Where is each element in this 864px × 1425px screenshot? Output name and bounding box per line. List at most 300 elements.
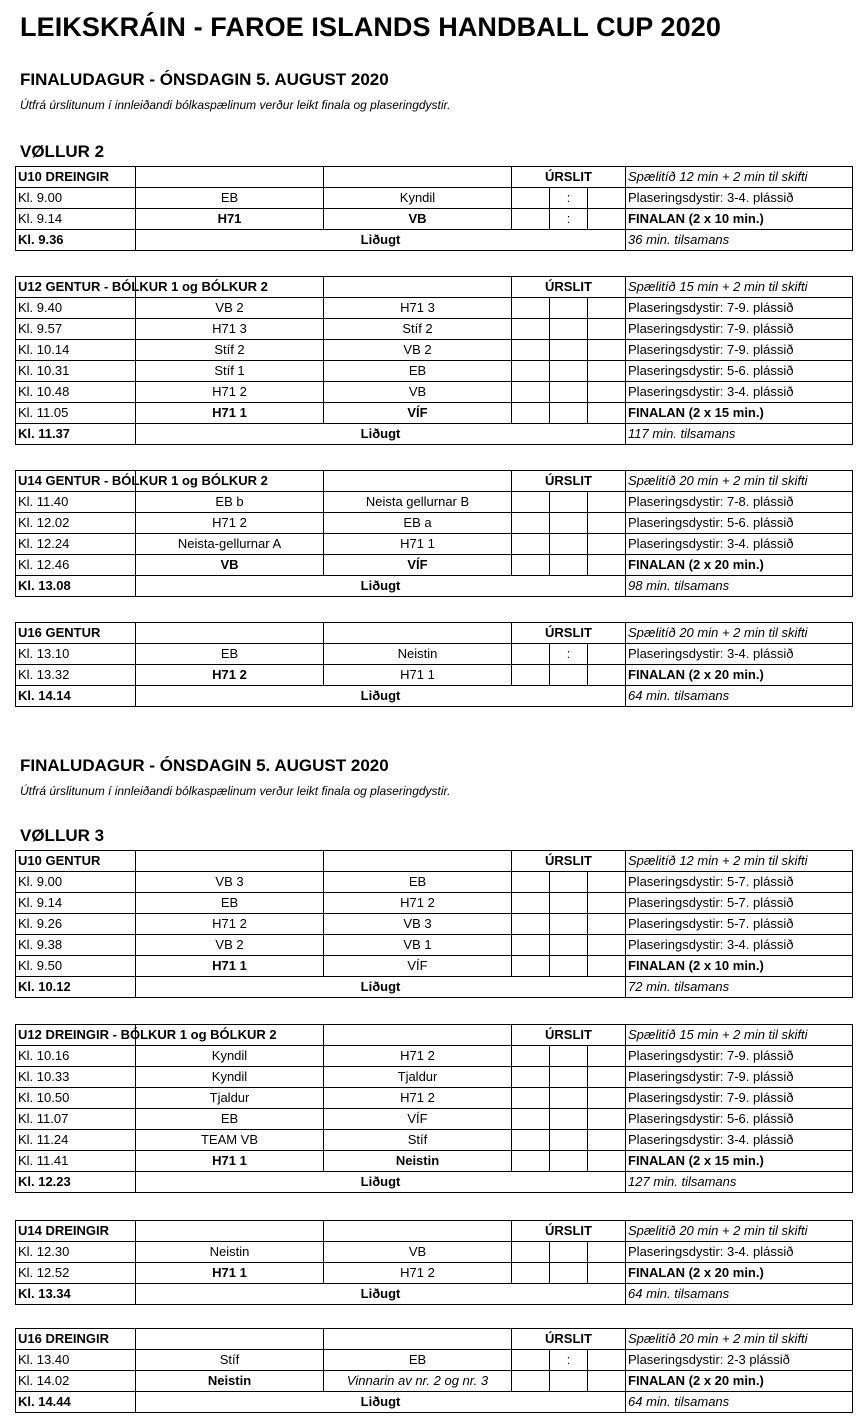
- away-team: H71 1: [324, 534, 512, 555]
- score-separator: [550, 872, 588, 893]
- match-time: Kl. 13.40: [16, 1350, 136, 1371]
- match-time: Kl. 12.52: [16, 1263, 136, 1284]
- match-row: [16, 1242, 853, 1263]
- match-note: Plaseringsdystir: 7-9. plássið: [626, 340, 853, 361]
- group-header: U12 GENTUR - BÓLKUR 1 og BÓLKUR 2: [16, 277, 136, 298]
- away-team: Tjaldur: [324, 1067, 512, 1088]
- match-row: [16, 209, 853, 230]
- away-score-cell[interactable]: [588, 1088, 626, 1109]
- home-team: Neistin: [136, 1371, 324, 1392]
- home-score-cell[interactable]: [512, 209, 550, 230]
- header-blank: [136, 851, 324, 872]
- home-team: Stíf: [136, 1350, 324, 1371]
- home-score-cell[interactable]: [512, 1046, 550, 1067]
- match-row: [16, 340, 853, 361]
- home-team: Stíf 1: [136, 361, 324, 382]
- match-row: [16, 872, 853, 893]
- home-score-cell[interactable]: [512, 492, 550, 513]
- home-score-cell[interactable]: [512, 534, 550, 555]
- score-separator: [550, 1263, 588, 1284]
- table-header-row: [16, 623, 853, 644]
- match-row: [16, 492, 853, 513]
- away-score-cell[interactable]: [588, 1151, 626, 1172]
- group-header: U12 DREINGIR - BÓLKUR 1 og BÓLKUR 2: [16, 1025, 136, 1046]
- home-score-cell[interactable]: [512, 361, 550, 382]
- away-team: EB: [324, 1350, 512, 1371]
- match-row: [16, 1067, 853, 1088]
- table-footer-row: [16, 230, 853, 251]
- header-blank: [324, 851, 512, 872]
- finished-label: Liðugt: [136, 424, 626, 445]
- schedule-table: [15, 1220, 853, 1305]
- score-separator: [550, 665, 588, 686]
- total-duration: 98 min. tilsamans: [626, 576, 853, 597]
- score-separator: :: [550, 188, 588, 209]
- match-note: Plaseringsdystir: 3-4. plássið: [626, 1130, 853, 1151]
- match-note: Plaseringsdystir: 3-4. plássið: [626, 644, 853, 665]
- home-score-cell[interactable]: [512, 1109, 550, 1130]
- home-team: Kyndil: [136, 1067, 324, 1088]
- header-blank: [324, 167, 512, 188]
- day-note: Útfrá úrslitunum í innleiðandi bólkaspælinum verður leikt finala og plaseringdystir.: [20, 784, 451, 798]
- match-time: Kl. 11.05: [16, 403, 136, 424]
- away-team: VB: [324, 209, 512, 230]
- home-score-cell[interactable]: [512, 1242, 550, 1263]
- match-time: Kl. 9.14: [16, 209, 136, 230]
- away-team: Neista gellurnar B: [324, 492, 512, 513]
- home-score-cell[interactable]: [512, 298, 550, 319]
- day-title: FINALUDAGUR - ÓNSDAGIN 5. AUGUST 2020: [20, 70, 389, 89]
- home-team: H71 2: [136, 914, 324, 935]
- table-footer-row: [16, 686, 853, 707]
- score-separator: [550, 956, 588, 977]
- away-score-cell[interactable]: [588, 644, 626, 665]
- score-separator: [550, 935, 588, 956]
- match-row: [16, 1371, 853, 1392]
- play-time-rule: Spælitíð 20 min + 2 min til skifti: [626, 471, 853, 492]
- match-time: Kl. 9.14: [16, 893, 136, 914]
- home-score-cell[interactable]: [512, 188, 550, 209]
- home-score-cell[interactable]: [512, 555, 550, 576]
- away-team: H71 2: [324, 893, 512, 914]
- away-team: VÍF: [324, 555, 512, 576]
- match-time: Kl. 10.14: [16, 340, 136, 361]
- match-note: Plaseringsdystir: 5-6. plássið: [626, 361, 853, 382]
- finished-label: Liðugt: [136, 230, 626, 251]
- home-team: EB: [136, 188, 324, 209]
- header-blank: [324, 1329, 512, 1350]
- home-team: VB 2: [136, 935, 324, 956]
- match-time: Kl. 9.38: [16, 935, 136, 956]
- score-separator: [550, 1046, 588, 1067]
- play-time-rule: Spælitíð 15 min + 2 min til skifti: [626, 1025, 853, 1046]
- away-score-cell[interactable]: [588, 1263, 626, 1284]
- score-separator: [550, 1371, 588, 1392]
- result-header: ÚRSLIT: [512, 851, 626, 872]
- away-team: Stíf 2: [324, 319, 512, 340]
- home-team: H71 2: [136, 513, 324, 534]
- home-team: H71 1: [136, 403, 324, 424]
- table-header-row: [16, 167, 853, 188]
- away-score-cell[interactable]: [588, 188, 626, 209]
- score-separator: :: [550, 644, 588, 665]
- score-separator: [550, 1088, 588, 1109]
- away-team: VÍF: [324, 403, 512, 424]
- schedule-table: [15, 622, 853, 707]
- match-time: Kl. 10.33: [16, 1067, 136, 1088]
- home-score-cell[interactable]: [512, 382, 550, 403]
- total-duration: 64 min. tilsamans: [626, 1284, 853, 1305]
- home-team: H71 1: [136, 1151, 324, 1172]
- away-team: VB 3: [324, 914, 512, 935]
- score-separator: [550, 555, 588, 576]
- away-team: Kyndil: [324, 188, 512, 209]
- home-score-cell[interactable]: [512, 914, 550, 935]
- away-team: EB: [324, 872, 512, 893]
- match-row: [16, 1263, 853, 1284]
- score-separator: [550, 1130, 588, 1151]
- match-time: Kl. 9.26: [16, 914, 136, 935]
- match-note: Plaseringsdystir: 5-7. plássið: [626, 872, 853, 893]
- away-team: Stíf: [324, 1130, 512, 1151]
- table-header-row: [16, 1025, 853, 1046]
- play-time-rule: Spælitíð 20 min + 2 min til skifti: [626, 1329, 853, 1350]
- header-blank: [324, 1025, 512, 1046]
- match-note: FINALAN (2 x 20 min.): [626, 665, 853, 686]
- match-note: Plaseringsdystir: 7-9. plássið: [626, 1088, 853, 1109]
- home-team: Neista-gellurnar A: [136, 534, 324, 555]
- home-score-cell[interactable]: [512, 665, 550, 686]
- home-score-cell[interactable]: [512, 1263, 550, 1284]
- match-note: Plaseringsdystir: 3-4. plássið: [626, 935, 853, 956]
- total-duration: 64 min. tilsamans: [626, 1392, 853, 1413]
- away-score-cell[interactable]: [588, 513, 626, 534]
- away-score-cell[interactable]: [588, 1109, 626, 1130]
- match-row: [16, 1046, 853, 1067]
- match-row: [16, 361, 853, 382]
- home-score-cell[interactable]: [512, 403, 550, 424]
- home-team: VB 2: [136, 298, 324, 319]
- finished-label: Liðugt: [136, 686, 626, 707]
- home-score-cell[interactable]: [512, 956, 550, 977]
- home-team: H71 2: [136, 382, 324, 403]
- match-time: Kl. 10.48: [16, 382, 136, 403]
- match-time: Kl. 9.00: [16, 188, 136, 209]
- result-header: ÚRSLIT: [512, 471, 626, 492]
- score-separator: [550, 319, 588, 340]
- match-time: Kl. 9.57: [16, 319, 136, 340]
- play-time-rule: Spælitíð 12 min + 2 min til skifti: [626, 851, 853, 872]
- away-team: VÍF: [324, 956, 512, 977]
- day-note: Útfrá úrslitunum í innleiðandi bólkaspælinum verður leikt finala og plaseringdystir.: [20, 98, 451, 112]
- score-separator: [550, 534, 588, 555]
- match-row: [16, 555, 853, 576]
- match-time: Kl. 9.50: [16, 956, 136, 977]
- result-header: ÚRSLIT: [512, 277, 626, 298]
- group-header: U16 DREINGIR: [16, 1329, 136, 1350]
- match-note: Plaseringsdystir: 7-8. plássið: [626, 492, 853, 513]
- finished-label: Liðugt: [136, 977, 626, 998]
- finished-label: Liðugt: [136, 1392, 626, 1413]
- match-note: FINALAN (2 x 10 min.): [626, 956, 853, 977]
- match-row: [16, 665, 853, 686]
- end-time: Kl. 10.12: [16, 977, 136, 998]
- match-row: [16, 1151, 853, 1172]
- match-time: Kl. 10.31: [16, 361, 136, 382]
- home-team: Tjaldur: [136, 1088, 324, 1109]
- away-team: Vinnarin av nr. 2 og nr. 3: [324, 1371, 512, 1392]
- header-blank: [324, 623, 512, 644]
- away-score-cell[interactable]: [588, 382, 626, 403]
- table-footer-row: [16, 1172, 853, 1193]
- score-separator: [550, 403, 588, 424]
- away-score-cell[interactable]: [588, 1350, 626, 1371]
- end-time: Kl. 11.37: [16, 424, 136, 445]
- home-team: H71 2: [136, 665, 324, 686]
- match-time: Kl. 12.30: [16, 1242, 136, 1263]
- match-row: [16, 1109, 853, 1130]
- total-duration: 127 min. tilsamans: [626, 1172, 853, 1193]
- away-team: EB: [324, 361, 512, 382]
- away-score-cell[interactable]: [588, 956, 626, 977]
- score-separator: [550, 492, 588, 513]
- away-team: VB 2: [324, 340, 512, 361]
- home-score-cell[interactable]: [512, 1151, 550, 1172]
- home-team: Stíf 2: [136, 340, 324, 361]
- match-row: [16, 319, 853, 340]
- match-time: Kl. 12.46: [16, 555, 136, 576]
- result-header: ÚRSLIT: [512, 1025, 626, 1046]
- away-team: Neistin: [324, 644, 512, 665]
- away-score-cell[interactable]: [588, 209, 626, 230]
- match-row: [16, 644, 853, 665]
- away-score-cell[interactable]: [588, 340, 626, 361]
- match-time: Kl. 9.00: [16, 872, 136, 893]
- away-score-cell[interactable]: [588, 872, 626, 893]
- document-title: LEIKSKRÁIN - FAROE ISLANDS HANDBALL CUP 2020: [20, 12, 721, 42]
- home-team: TEAM VB: [136, 1130, 324, 1151]
- table-header-row: [16, 1329, 853, 1350]
- away-score-cell[interactable]: [588, 361, 626, 382]
- home-score-cell[interactable]: [512, 872, 550, 893]
- score-separator: [550, 340, 588, 361]
- match-row: [16, 298, 853, 319]
- away-score-cell[interactable]: [588, 1130, 626, 1151]
- away-score-cell[interactable]: [588, 665, 626, 686]
- home-team: H71 1: [136, 956, 324, 977]
- schedule-table: [15, 850, 853, 998]
- away-score-cell[interactable]: [588, 319, 626, 340]
- match-time: Kl. 10.16: [16, 1046, 136, 1067]
- match-row: [16, 956, 853, 977]
- away-score-cell[interactable]: [588, 492, 626, 513]
- finished-label: Liðugt: [136, 1172, 626, 1193]
- home-score-cell[interactable]: [512, 1067, 550, 1088]
- score-separator: [550, 298, 588, 319]
- away-score-cell[interactable]: [588, 534, 626, 555]
- match-note: Plaseringsdystir: 5-7. plássið: [626, 893, 853, 914]
- total-duration: 64 min. tilsamans: [626, 686, 853, 707]
- table-footer-row: [16, 1392, 853, 1413]
- header-blank: [136, 623, 324, 644]
- finished-label: Liðugt: [136, 1284, 626, 1305]
- match-time: Kl. 11.41: [16, 1151, 136, 1172]
- score-separator: [550, 893, 588, 914]
- match-time: Kl. 9.40: [16, 298, 136, 319]
- home-score-cell[interactable]: [512, 1371, 550, 1392]
- away-score-cell[interactable]: [588, 1242, 626, 1263]
- match-time: Kl. 11.07: [16, 1109, 136, 1130]
- play-time-rule: Spælitíð 20 min + 2 min til skifti: [626, 1221, 853, 1242]
- score-separator: [550, 513, 588, 534]
- end-time: Kl. 9.36: [16, 230, 136, 251]
- home-team: EB: [136, 1109, 324, 1130]
- home-score-cell[interactable]: [512, 1350, 550, 1371]
- match-row: [16, 893, 853, 914]
- match-row: [16, 534, 853, 555]
- home-team: VB: [136, 555, 324, 576]
- schedule-table: [15, 276, 853, 445]
- score-separator: [550, 361, 588, 382]
- play-time-rule: Spælitíð 20 min + 2 min til skifti: [626, 623, 853, 644]
- header-blank: [136, 1329, 324, 1350]
- header-blank: [324, 1221, 512, 1242]
- home-team: Neistin: [136, 1242, 324, 1263]
- match-time: Kl. 14.02: [16, 1371, 136, 1392]
- match-note: Plaseringsdystir: 2-3 plássið: [626, 1350, 853, 1371]
- total-duration: 72 min. tilsamans: [626, 977, 853, 998]
- home-score-cell[interactable]: [512, 935, 550, 956]
- group-header: U16 GENTUR: [16, 623, 136, 644]
- table-header-row: [16, 1221, 853, 1242]
- home-team: H71: [136, 209, 324, 230]
- match-row: [16, 513, 853, 534]
- home-score-cell[interactable]: [512, 1088, 550, 1109]
- away-score-cell[interactable]: [588, 555, 626, 576]
- schedule-table: [15, 1328, 853, 1413]
- match-row: [16, 914, 853, 935]
- away-team: H71 3: [324, 298, 512, 319]
- match-time: Kl. 11.40: [16, 492, 136, 513]
- match-row: [16, 1350, 853, 1371]
- play-time-rule: Spælitíð 12 min + 2 min til skifti: [626, 167, 853, 188]
- match-row: [16, 1088, 853, 1109]
- home-team: VB 3: [136, 872, 324, 893]
- away-team: H71 2: [324, 1088, 512, 1109]
- table-footer-row: [16, 424, 853, 445]
- result-header: ÚRSLIT: [512, 1329, 626, 1350]
- match-note: Plaseringsdystir: 3-4. plássið: [626, 1242, 853, 1263]
- away-score-cell[interactable]: [588, 298, 626, 319]
- match-row: [16, 382, 853, 403]
- home-score-cell[interactable]: [512, 319, 550, 340]
- match-time: Kl. 13.32: [16, 665, 136, 686]
- match-row: [16, 1130, 853, 1151]
- home-team: EB b: [136, 492, 324, 513]
- court-title: VØLLUR 2: [20, 142, 105, 161]
- home-score-cell[interactable]: [512, 644, 550, 665]
- away-team: VB 1: [324, 935, 512, 956]
- match-note: FINALAN (2 x 20 min.): [626, 555, 853, 576]
- end-time: Kl. 14.14: [16, 686, 136, 707]
- home-team: H71 1: [136, 1263, 324, 1284]
- total-duration: 36 min. tilsamans: [626, 230, 853, 251]
- away-score-cell[interactable]: [588, 935, 626, 956]
- result-header: ÚRSLIT: [512, 1221, 626, 1242]
- away-team: VB: [324, 382, 512, 403]
- match-time: Kl. 12.02: [16, 513, 136, 534]
- home-team: H71 3: [136, 319, 324, 340]
- home-score-cell[interactable]: [512, 340, 550, 361]
- end-time: Kl. 13.34: [16, 1284, 136, 1305]
- home-score-cell[interactable]: [512, 513, 550, 534]
- match-row: [16, 188, 853, 209]
- score-separator: [550, 1109, 588, 1130]
- table-header-row: [16, 277, 853, 298]
- match-note: Plaseringsdystir: 7-9. plássið: [626, 1046, 853, 1067]
- match-time: Kl. 11.24: [16, 1130, 136, 1151]
- table-header-row: [16, 471, 853, 492]
- match-note: FINALAN (2 x 15 min.): [626, 1151, 853, 1172]
- end-time: Kl. 12.23: [16, 1172, 136, 1193]
- score-separator: [550, 382, 588, 403]
- table-footer-row: [16, 576, 853, 597]
- score-separator: [550, 1242, 588, 1263]
- result-header: ÚRSLIT: [512, 167, 626, 188]
- match-time: Kl. 12.24: [16, 534, 136, 555]
- match-note: Plaseringsdystir: 3-4. plássið: [626, 382, 853, 403]
- header-blank: [136, 167, 324, 188]
- away-score-cell[interactable]: [588, 1371, 626, 1392]
- match-note: FINALAN (2 x 20 min.): [626, 1371, 853, 1392]
- away-score-cell[interactable]: [588, 403, 626, 424]
- home-team: Kyndil: [136, 1046, 324, 1067]
- court-title: VØLLUR 3: [20, 826, 105, 845]
- match-note: Plaseringsdystir: 3-4. plássið: [626, 188, 853, 209]
- total-duration: 117 min. tilsamans: [626, 424, 853, 445]
- match-note: Plaseringsdystir: 7-9. plássið: [626, 298, 853, 319]
- match-note: Plaseringsdystir: 5-7. plássið: [626, 914, 853, 935]
- away-team: H71 2: [324, 1046, 512, 1067]
- away-score-cell[interactable]: [588, 914, 626, 935]
- finished-label: Liðugt: [136, 576, 626, 597]
- away-team: Neistin: [324, 1151, 512, 1172]
- header-blank: [324, 471, 512, 492]
- home-team: EB: [136, 644, 324, 665]
- group-header: U14 GENTUR - BÓLKUR 1 og BÓLKUR 2: [16, 471, 136, 492]
- result-header: ÚRSLIT: [512, 623, 626, 644]
- match-note: Plaseringsdystir: 3-4. plássið: [626, 534, 853, 555]
- home-score-cell[interactable]: [512, 1130, 550, 1151]
- match-time: Kl. 13.10: [16, 644, 136, 665]
- match-time: Kl. 10.50: [16, 1088, 136, 1109]
- away-score-cell[interactable]: [588, 893, 626, 914]
- table-footer-row: [16, 977, 853, 998]
- away-score-cell[interactable]: [588, 1067, 626, 1088]
- end-time: Kl. 14.44: [16, 1392, 136, 1413]
- schedule-table: [15, 166, 853, 251]
- score-separator: :: [550, 1350, 588, 1371]
- home-team: EB: [136, 893, 324, 914]
- away-score-cell[interactable]: [588, 1046, 626, 1067]
- away-team: VB: [324, 1242, 512, 1263]
- away-team: H71 1: [324, 665, 512, 686]
- schedule-table: [15, 1024, 853, 1193]
- home-score-cell[interactable]: [512, 893, 550, 914]
- away-team: EB a: [324, 513, 512, 534]
- match-note: Plaseringsdystir: 5-6. plássið: [626, 513, 853, 534]
- match-note: FINALAN (2 x 15 min.): [626, 403, 853, 424]
